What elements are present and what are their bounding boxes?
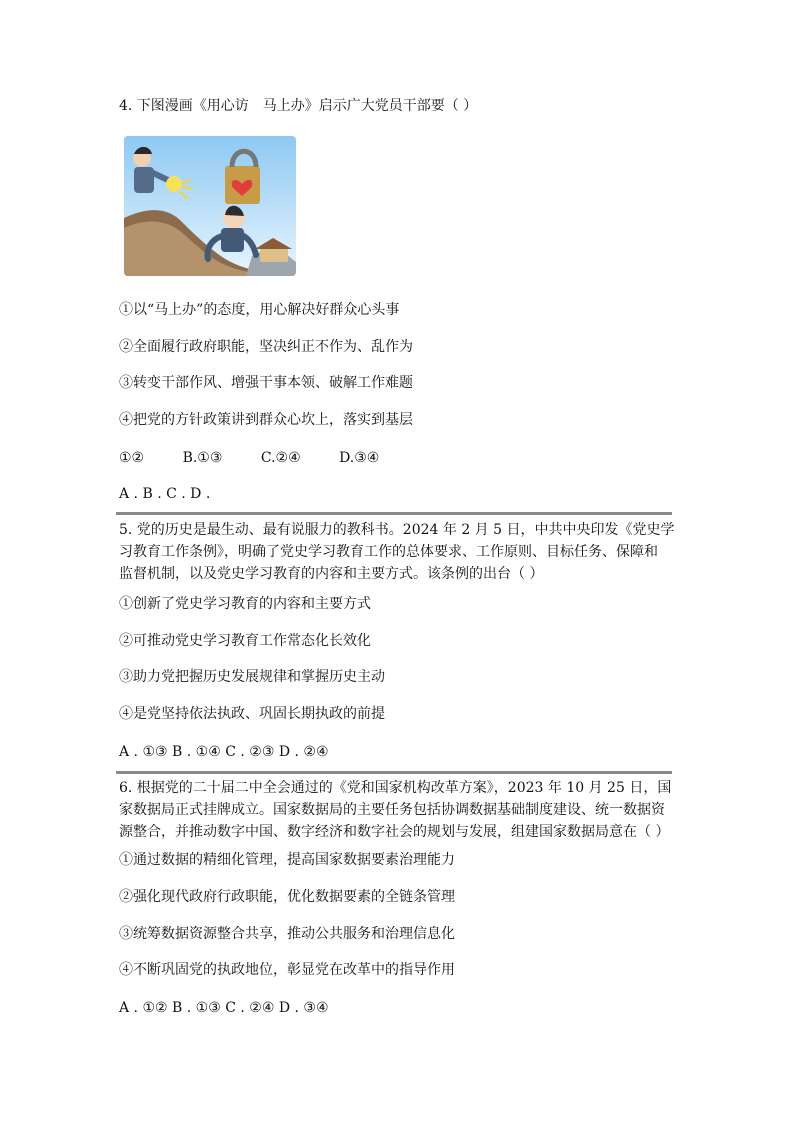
choice-c: C.②④ [260,450,301,466]
question-6-option-3: ③统筹数据资源整合共享，推动公共服务和治理信息化 [119,926,455,942]
question-4-answer-line: A . B . C . D . [119,486,211,502]
question-4-title: 4. 下图漫画《用心访 马上办》启示广大党员干部要（ ） [119,98,478,114]
question-4-option-4: ④把党的方针政策讲到群众心坎上，落实到基层 [119,412,413,428]
divider-1 [116,512,672,515]
question-4-option-2: ②全面履行政府职能，坚决纠正不作为、乱作为 [119,339,413,355]
question-6-answer-line: A . ①② B . ①③ C . ②④ D . ③④ [119,1000,329,1016]
choice-b: B.①③ [182,450,223,466]
question-5-option-3: ③助力党把握历史发展规律和掌握历史主动 [119,669,385,685]
question-6-title-line-3: 源整合，并推动数字中国、数字经济和数字社会的规划与发展，组建国家数据局意在（ ） [119,824,670,840]
question-5-title-line-2: 习教育工作条例》，明确了党史学习教育工作的总体要求、工作原则、目标任务、保障和 [119,544,658,560]
question-5-option-4: ④是党坚持依法执政、巩固长期执政的前提 [119,706,385,722]
question-5-option-1: ①创新了党史学习教育的内容和主要方式 [119,596,371,612]
question-5-option-2: ②可推动党史学习教育工作常态化长效化 [119,633,371,649]
question-6-option-4: ④不断巩固党的执政地位，彰显党在改革中的指导作用 [119,962,455,978]
question-6-title-line-2: 家数据局正式挂牌成立。国家数据局的主要任务包括协调数据基础制度建设、统一数据资 [119,802,665,818]
choice-d: D.③④ [339,450,380,466]
comic-image [124,136,296,276]
question-5-title-line-1: 5. 党的历史是最生动、最有说服力的教科书。2024 年 2 月 5 日，中共中央印发《党史学 [119,522,675,538]
question-4-option-1: ①以“马上办”的态度，用心解决好群众心头事 [119,302,400,318]
divider-2 [116,771,672,774]
question-5-answer-line: A . ①③ B . ①④ C . ②③ D . ②④ [119,744,329,760]
question-4-option-3: ③转变干部作风、增强干事本领、破解工作难题 [119,375,413,391]
question-5-title-line-3: 监督机制，以及党史学习教育的内容和主要方式。该条例的出台（ ） [119,566,544,582]
question-6-option-2: ②强化现代政府行政职能，优化数据要素的全链条管理 [119,889,455,905]
question-6-title-line-1: 6. 根据党的二十届二中全会通过的《党和国家机构改革方案》，2023 年 10 月 25 日，国 [119,780,672,796]
choice-a: ①② [119,450,145,466]
question-4-choices [119,449,413,467]
question-6-option-1: ①通过数据的精细化管理，提高国家数据要素治理能力 [119,852,455,868]
